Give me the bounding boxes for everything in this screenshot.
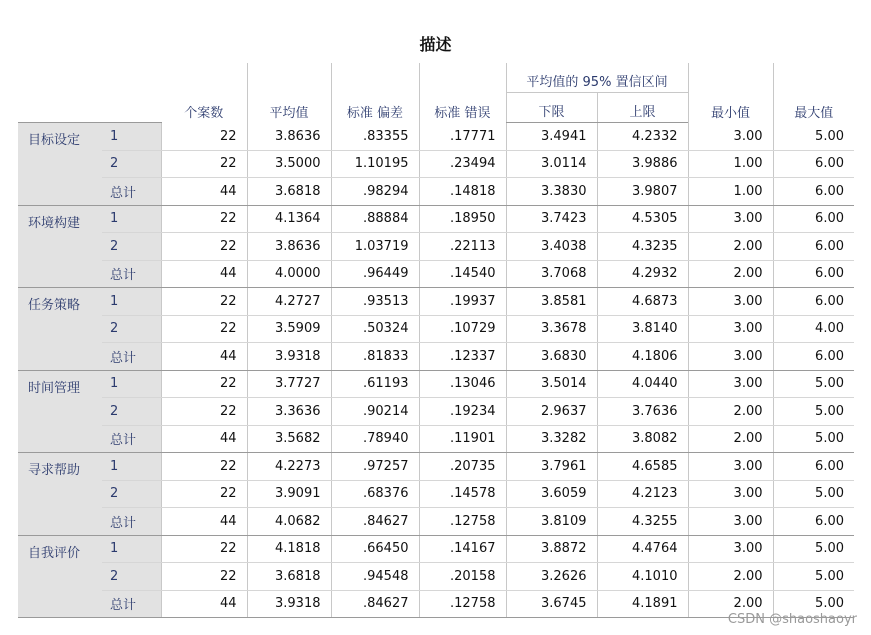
table-cell: 3.6818 [247, 178, 331, 206]
table-cell: 3.3830 [506, 178, 597, 206]
corner-blank [102, 63, 161, 93]
row-sub-label: 1 [102, 370, 161, 398]
table-cell: .20735 [419, 453, 506, 481]
row-sub-label: 1 [102, 123, 161, 151]
table-cell: 3.00 [688, 370, 773, 398]
table-cell: 22 [161, 233, 247, 261]
col-header-n: 个案数 [184, 105, 224, 121]
table-cell: 22 [161, 480, 247, 508]
table-cell: .61193 [331, 370, 419, 398]
table-cell: 3.4038 [506, 233, 597, 261]
table-cell: 3.8636 [247, 123, 331, 151]
row-sub-label: 总计 [102, 590, 161, 618]
table-row [18, 535, 854, 563]
table-cell: 1.00 [688, 178, 773, 206]
table-cell: 3.8109 [506, 508, 597, 536]
table-cell: 3.0114 [506, 150, 597, 178]
table-cell: 5.00 [773, 535, 854, 563]
row-group-label: 自我评价 [18, 535, 102, 618]
table-cell: .66450 [331, 535, 419, 563]
table-cell: 22 [161, 288, 247, 316]
table-cell: 3.9318 [247, 343, 331, 371]
table-row [18, 205, 854, 233]
table-cell: 3.7961 [506, 453, 597, 481]
descriptives-table [18, 63, 854, 618]
table-cell: .97257 [331, 453, 419, 481]
table-cell: 5.00 [773, 480, 854, 508]
table-cell: 22 [161, 535, 247, 563]
table-cell: 3.00 [688, 315, 773, 343]
table-cell: 4.0682 [247, 508, 331, 536]
table-cell: 4.4764 [597, 535, 688, 563]
table-cell: 22 [161, 453, 247, 481]
table-cell: 2.00 [688, 398, 773, 426]
table-cell: 5.00 [773, 370, 854, 398]
table-cell: .98294 [331, 178, 419, 206]
table-cell: 4.1364 [247, 205, 331, 233]
row-sub-label: 2 [102, 563, 161, 591]
table-row [18, 480, 854, 508]
table-cell: .14540 [419, 260, 506, 288]
table-cell: 5.00 [773, 425, 854, 453]
table-row [18, 563, 854, 591]
table-cell: 3.6745 [506, 590, 597, 618]
table-cell: 3.5000 [247, 150, 331, 178]
row-sub-label: 总计 [102, 508, 161, 536]
col-header-max: 最大值 [773, 63, 854, 123]
table-row [18, 288, 854, 316]
row-sub-label: 2 [102, 480, 161, 508]
table-row [18, 425, 854, 453]
table-cell: 3.00 [688, 205, 773, 233]
row-sub-label: 2 [102, 315, 161, 343]
table-cell: 3.7727 [247, 370, 331, 398]
table-cell: 4.00 [773, 315, 854, 343]
table-title: 描述 [419, 35, 452, 54]
table-cell: .81833 [331, 343, 419, 371]
row-sub-label: 1 [102, 205, 161, 233]
table-cell: .12758 [419, 590, 506, 618]
table-row [18, 398, 854, 426]
table-row [18, 150, 854, 178]
table-cell: .50324 [331, 315, 419, 343]
table-cell: .11901 [419, 425, 506, 453]
table-cell: 3.8581 [506, 288, 597, 316]
table-cell: 4.2932 [597, 260, 688, 288]
table-cell: .14818 [419, 178, 506, 206]
table-cell: .12758 [419, 508, 506, 536]
table-cell: .68376 [331, 480, 419, 508]
col-header-mean: 平均值 [247, 63, 331, 123]
table-cell: 5.00 [773, 398, 854, 426]
table-cell: 22 [161, 563, 247, 591]
row-sub-label: 1 [102, 453, 161, 481]
row-sub-label: 总计 [102, 260, 161, 288]
table-cell: 44 [161, 343, 247, 371]
table-cell: 2.00 [688, 590, 773, 618]
table-row [18, 508, 854, 536]
table-cell: 4.2123 [597, 480, 688, 508]
table-cell: 3.9886 [597, 150, 688, 178]
table-cell: 2.00 [688, 233, 773, 261]
table-cell: 3.6059 [506, 480, 597, 508]
row-group-label: 寻求帮助 [18, 453, 102, 536]
table-cell: .12337 [419, 343, 506, 371]
table-cell: .18950 [419, 205, 506, 233]
table-cell: 4.6585 [597, 453, 688, 481]
table-cell: .13046 [419, 370, 506, 398]
table-cell: 3.00 [688, 343, 773, 371]
table-cell: 3.3678 [506, 315, 597, 343]
table-cell: 3.00 [688, 508, 773, 536]
table-cell: 4.0440 [597, 370, 688, 398]
table-cell: 3.8872 [506, 535, 597, 563]
table-cell: 4.2727 [247, 288, 331, 316]
table-cell: 1.03719 [331, 233, 419, 261]
table-cell: 3.7423 [506, 205, 597, 233]
table-cell: 2.00 [688, 425, 773, 453]
table-cell: 22 [161, 150, 247, 178]
col-header-upper: 上限 [597, 93, 688, 123]
table-cell: 6.00 [773, 178, 854, 206]
table-cell: 3.5682 [247, 425, 331, 453]
table-cell: 44 [161, 178, 247, 206]
table-cell: 1.00 [688, 150, 773, 178]
table-cell: .78940 [331, 425, 419, 453]
row-sub-label: 总计 [102, 343, 161, 371]
table-cell: .96449 [331, 260, 419, 288]
table-cell: 6.00 [773, 150, 854, 178]
table-cell: 22 [161, 205, 247, 233]
table-cell: 4.5305 [597, 205, 688, 233]
col-header-std-err: 标准 错误 [419, 63, 506, 123]
table-cell: 2.00 [688, 260, 773, 288]
table-cell: 4.3255 [597, 508, 688, 536]
table-cell: 3.8140 [597, 315, 688, 343]
table-cell: .20158 [419, 563, 506, 591]
table-cell: 3.4941 [506, 123, 597, 151]
table-cell: 4.1806 [597, 343, 688, 371]
table-cell: 3.9807 [597, 178, 688, 206]
table-cell: 22 [161, 398, 247, 426]
table-cell: 22 [161, 315, 247, 343]
table-cell: 3.9091 [247, 480, 331, 508]
table-cell: 2.9637 [506, 398, 597, 426]
table-cell: 4.1010 [597, 563, 688, 591]
table-cell: 5.00 [773, 563, 854, 591]
table-cell: 6.00 [773, 205, 854, 233]
table-cell: 3.00 [688, 288, 773, 316]
table-cell: 3.8636 [247, 233, 331, 261]
table-cell: .14578 [419, 480, 506, 508]
table-cell: 4.2332 [597, 123, 688, 151]
corner-blank [18, 63, 102, 93]
table-cell: 6.00 [773, 453, 854, 481]
table-cell: 6.00 [773, 260, 854, 288]
table-cell: .17771 [419, 123, 506, 151]
table-row [18, 123, 854, 151]
table-cell: 3.00 [688, 480, 773, 508]
table-cell: 5.00 [773, 123, 854, 151]
table-cell: .19937 [419, 288, 506, 316]
table-cell: .23494 [419, 150, 506, 178]
row-group-label: 环境构建 [18, 205, 102, 288]
table-cell: 3.3282 [506, 425, 597, 453]
row-group-label: 目标设定 [18, 123, 102, 206]
table-cell: 3.7068 [506, 260, 597, 288]
table-cell: 44 [161, 508, 247, 536]
table-cell: .94548 [331, 563, 419, 591]
table-cell: 3.00 [688, 123, 773, 151]
table-cell: .93513 [331, 288, 419, 316]
table-cell: 3.6830 [506, 343, 597, 371]
col-header-lower: 下限 [506, 93, 597, 123]
table-cell: 4.2273 [247, 453, 331, 481]
table-row [18, 260, 854, 288]
col-header-min: 最小值 [688, 63, 773, 123]
table-cell: 44 [161, 260, 247, 288]
table-cell: 5.00 [773, 590, 854, 618]
table-cell: 4.1818 [247, 535, 331, 563]
table-cell: 6.00 [773, 508, 854, 536]
table-cell: .83355 [331, 123, 419, 151]
table-cell: 22 [161, 123, 247, 151]
table-row [18, 233, 854, 261]
table-cell: .14167 [419, 535, 506, 563]
row-sub-label: 总计 [102, 178, 161, 206]
table-row [18, 370, 854, 398]
table-cell: 2.00 [688, 563, 773, 591]
table-cell: 44 [161, 425, 247, 453]
table-cell: 3.3636 [247, 398, 331, 426]
table-cell: 4.0000 [247, 260, 331, 288]
table-cell: .84627 [331, 508, 419, 536]
corner-blank [18, 93, 102, 123]
table-cell: 3.8082 [597, 425, 688, 453]
row-sub-label: 总计 [102, 425, 161, 453]
row-group-label: 任务策略 [18, 288, 102, 371]
table-cell: 3.7636 [597, 398, 688, 426]
table-cell: 6.00 [773, 343, 854, 371]
table-cell: 22 [161, 370, 247, 398]
table-cell: .90214 [331, 398, 419, 426]
table-cell: 3.6818 [247, 563, 331, 591]
table-row [18, 343, 854, 371]
table-row [18, 453, 854, 481]
row-sub-label: 1 [102, 288, 161, 316]
table-cell: 3.00 [688, 535, 773, 563]
watermark: CSDN @shaoshaoyr [727, 612, 857, 627]
row-sub-label: 2 [102, 398, 161, 426]
col-header-std-dev: 标准 偏差 [331, 63, 419, 123]
row-sub-label: 1 [102, 535, 161, 563]
table-cell: 6.00 [773, 233, 854, 261]
table-cell: .22113 [419, 233, 506, 261]
table-cell: 3.5014 [506, 370, 597, 398]
row-sub-label: 2 [102, 233, 161, 261]
table-cell: 44 [161, 590, 247, 618]
row-sub-label: 2 [102, 150, 161, 178]
table-cell: 4.1891 [597, 590, 688, 618]
table-cell: 3.00 [688, 453, 773, 481]
table-row [18, 178, 854, 206]
table-cell: 4.6873 [597, 288, 688, 316]
table-cell: 3.2626 [506, 563, 597, 591]
table-cell: 3.5909 [247, 315, 331, 343]
header-row-top [18, 63, 854, 93]
table-cell: .88884 [331, 205, 419, 233]
table-cell: .19234 [419, 398, 506, 426]
table-cell: .84627 [331, 590, 419, 618]
table-cell: 1.10195 [331, 150, 419, 178]
table-cell: 3.9318 [247, 590, 331, 618]
corner-blank [102, 93, 161, 123]
table-row [18, 315, 854, 343]
col-header-ci-group: 平均值的 95% 置信区间 [506, 63, 688, 93]
table-cell: .10729 [419, 315, 506, 343]
table-cell: 4.3235 [597, 233, 688, 261]
row-group-label: 时间管理 [18, 370, 102, 453]
table-cell: 6.00 [773, 288, 854, 316]
